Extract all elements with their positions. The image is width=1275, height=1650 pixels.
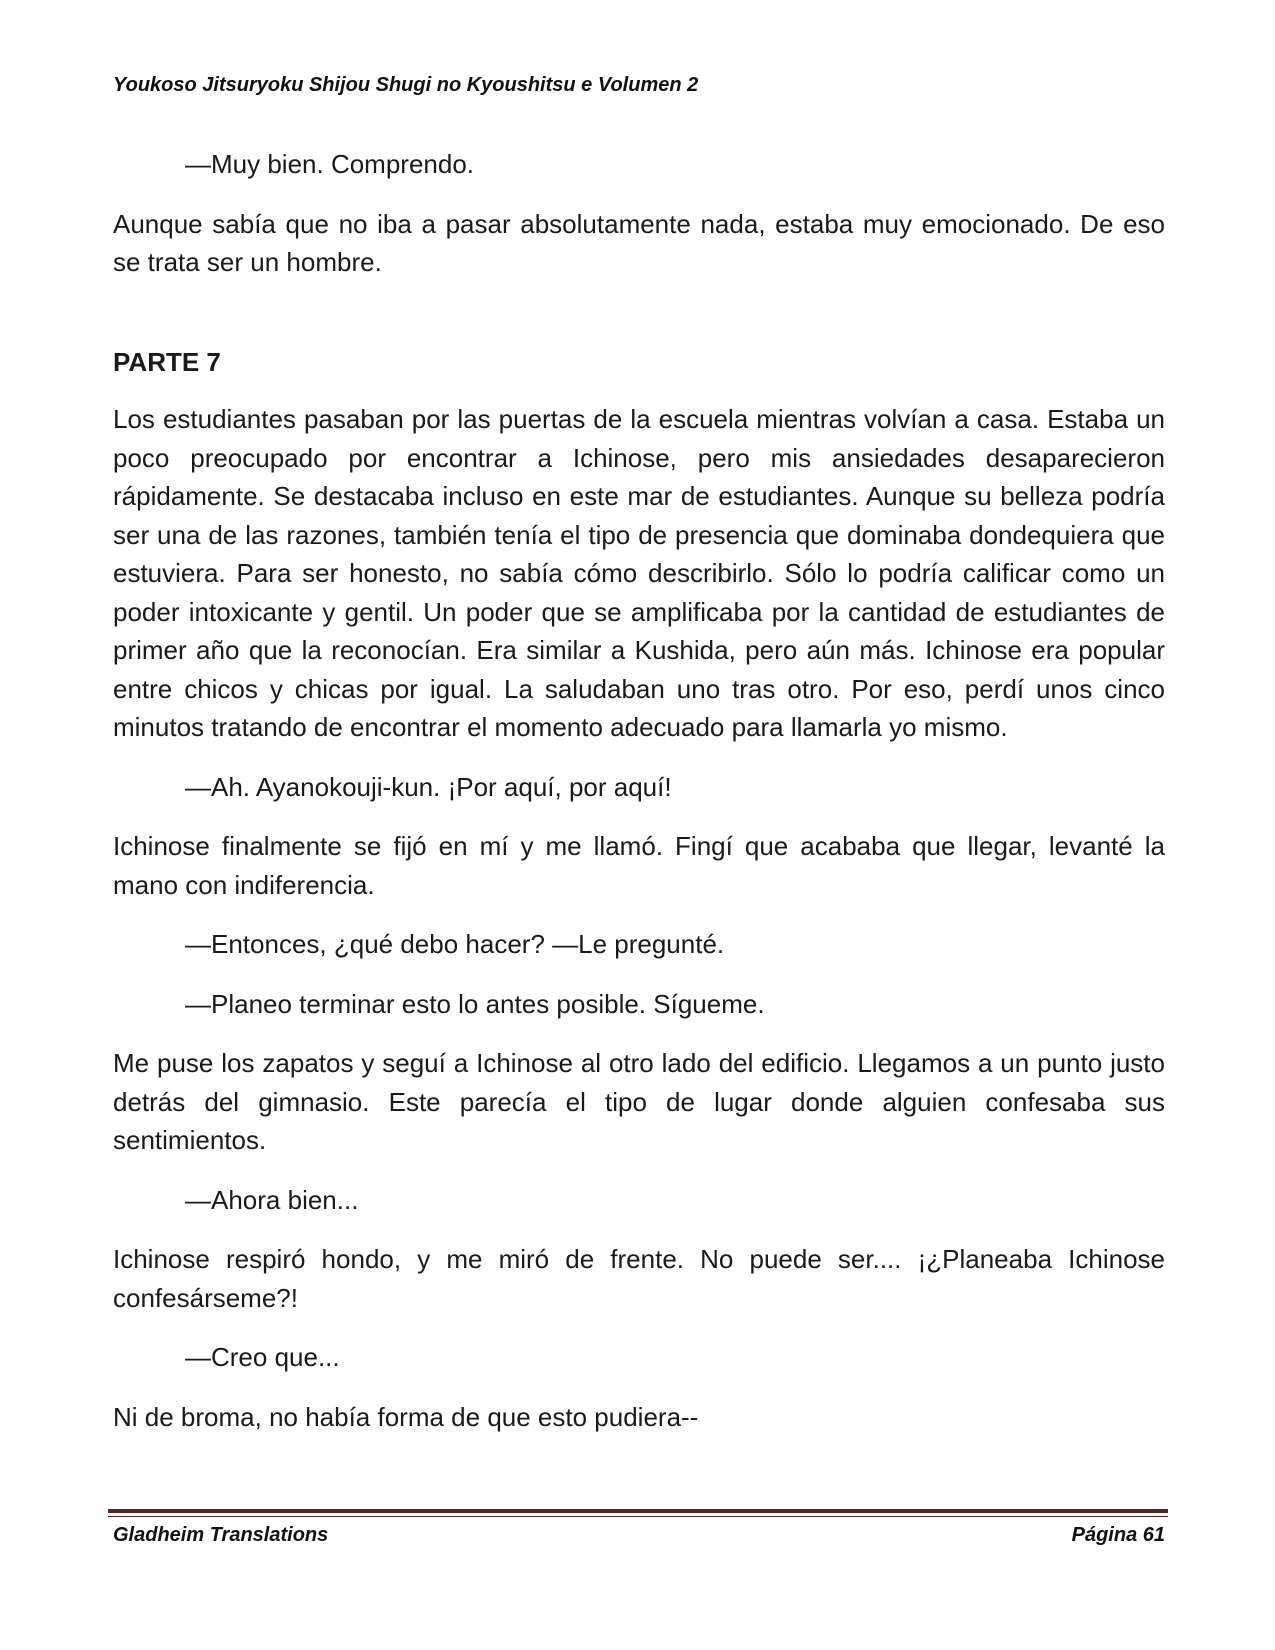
section-heading: PARTE 7: [113, 346, 221, 377]
dialog-line: —Ahora bien...: [185, 1184, 359, 1215]
footer-divider-thin: [108, 1516, 1168, 1517]
paragraph: Los estudiantes pasaban por las puertas de la escuela mientras volvían a casa. Estaba un poco preocupado por encontrar a Ichinose, pero mis ansiedades desaparecieron rápidamente. Se destacaba incluso en este mar de estudiantes. Aunque su belleza podría ser una de las razones, también tenía el tipo de presencia que dominaba dondequiera que estuviera. Para ser honesto, no sabía cómo describirlo. Sólo lo podría calificar como un poder intoxicante y gentil. Un poder que se amplificaba por la cantidad de estudiantes de primer año que la reconocían. Era similar a Kushida, pero aún más. Ichinose era popular entre chicos y chicas por igual. La saludaban uno tras otro. Por eso, perdí unos cinco minutos tratando de encontrar el momento adecuado para llamarla yo mismo.: [113, 404, 1165, 742]
paragraph: Aunque sabía que no iba a pasar absolutamente nada, estaba muy emocionado. De eso se trata ser un hombre.: [113, 208, 1165, 277]
paragraph: Me puse los zapatos y seguí a Ichinose al otro lado del edificio. Llegamos a un punto justo detrás del gimnasio. Este parecía el tipo de lugar donde alguien confesaba sus sentimientos.: [113, 1048, 1165, 1155]
dialog-line: —Planeo terminar esto lo antes posible. Sígueme.: [185, 988, 765, 1019]
dialog-line: —Muy bien. Comprendo.: [185, 149, 475, 179]
footer-credit: Gladheim Translations: [113, 1524, 329, 1546]
dialog-line: —Ah. Ayanokouji-kun. ¡Por aquí, por aquí!: [185, 771, 672, 802]
page-header-title: Youkoso Jitsuryoku Shijou Shugi no Kyoushitsu e Volumen 2: [113, 74, 699, 96]
page-body: [113, 145, 1165, 1457]
page-number: Página 61: [1071, 1524, 1165, 1546]
paragraph: Ichinose finalmente se fijó en mí y me llamó. Fingí que acababa que llegar, levanté la mano con indiferencia.: [113, 831, 1165, 900]
dialog-line: —Entonces, ¿qué debo hacer? —Le pregunté.: [185, 929, 725, 959]
footer-divider: [108, 1509, 1168, 1513]
paragraph: Ichinose respiró hondo, y me miró de frente. No puede ser.... ¡¿Planeaba Ichinose confesárseme?!: [113, 1244, 1165, 1313]
paragraph: Ni de broma, no había forma de que esto pudiera--: [113, 1401, 699, 1432]
dialog-line: —Creo que...: [185, 1342, 340, 1372]
